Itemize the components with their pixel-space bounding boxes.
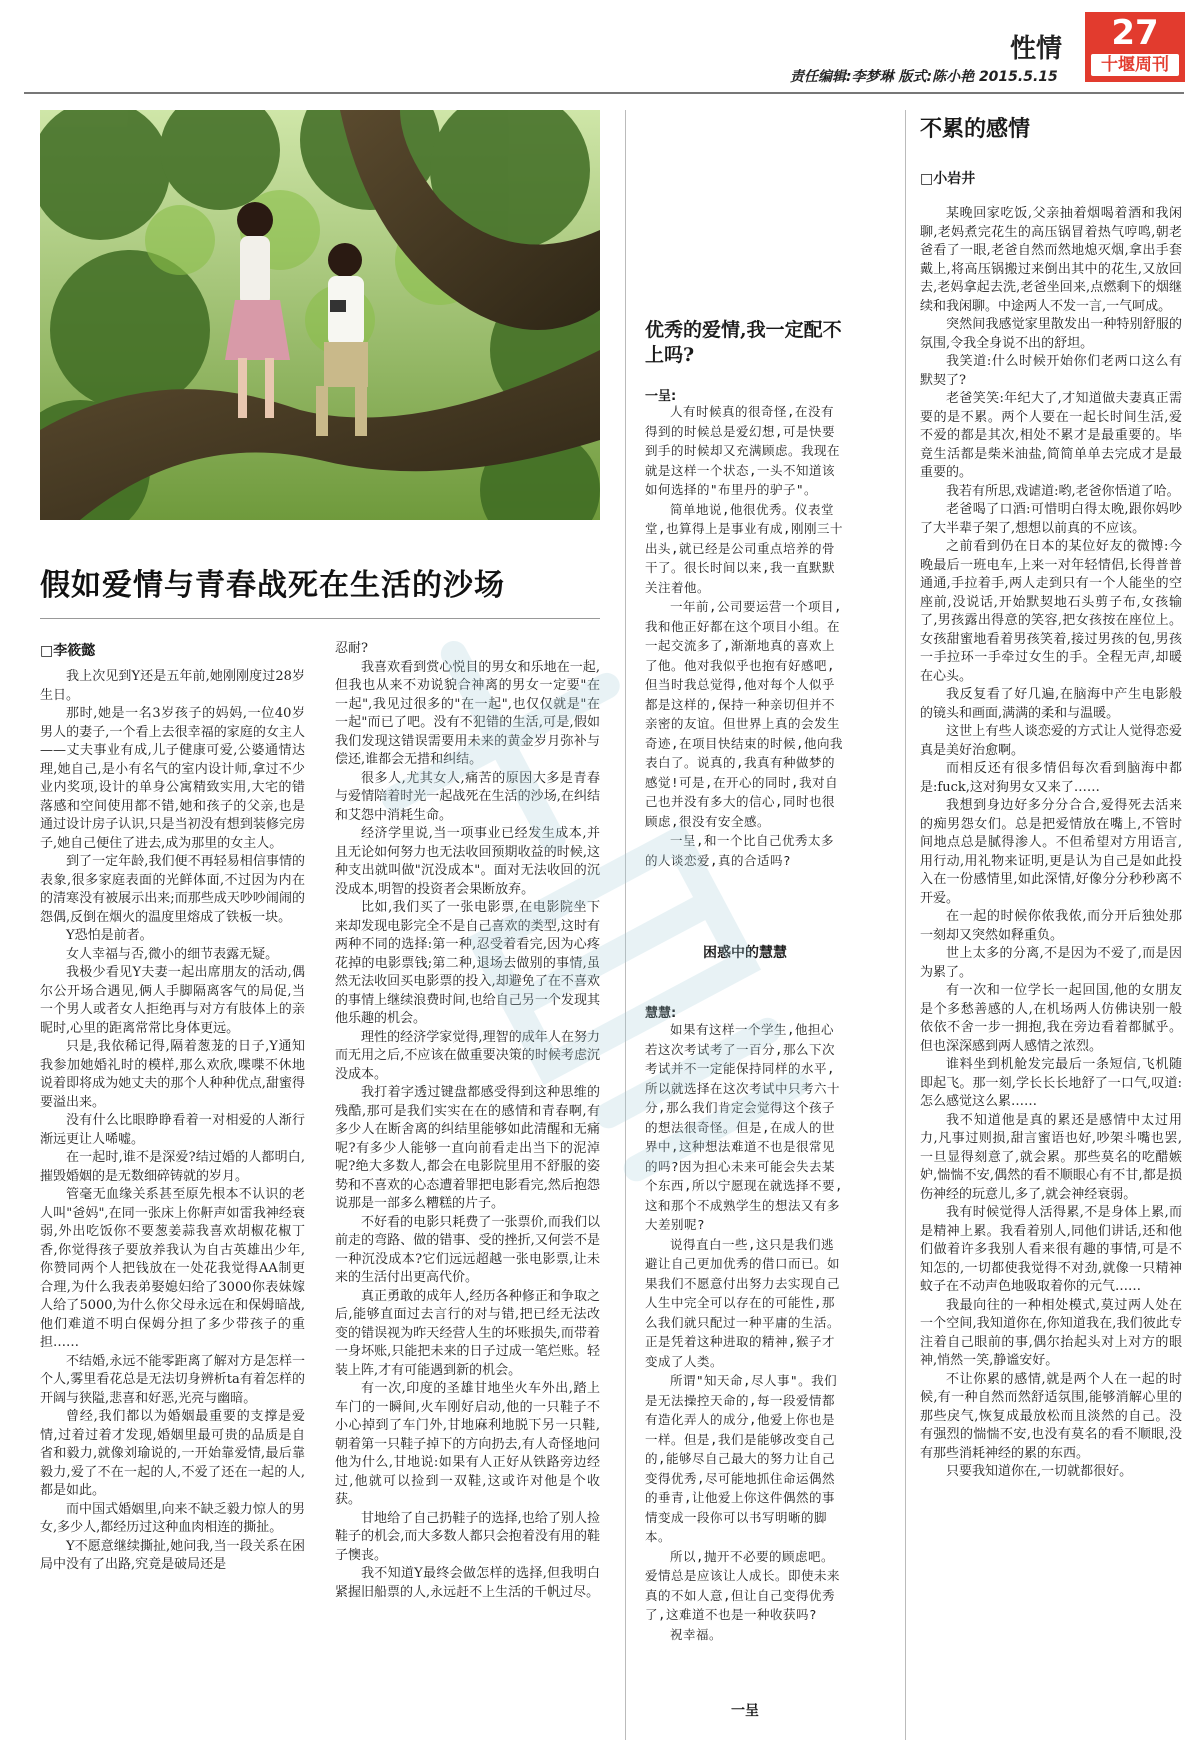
paragraph: 我反复看了好几遍,在脑海中产生电影般的镜头和画面,满满的柔和与温暖。 — [920, 687, 1182, 721]
right-article-byline: □小岩井 — [920, 171, 976, 187]
paragraph: 世上太多的分离,不是因为不爱了,而是因为累了。 — [920, 946, 1182, 980]
paragraph: 只是,我依稀记得,隔着葱茏的日子,Y通知我参加她婚礼时的模样,那么欢欣,喋喋不休地说着即将成为她丈夫的那个人种种优点,甜蜜得要溢出来。 — [40, 1039, 305, 1110]
paragraph: 只要我知道你在,一切就都很好。 — [946, 1464, 1133, 1479]
paragraph: 人有时候真的很奇怪,在没有得到的时候总是爱幻想,可是快要到手的时候却又充满顾虑。我现在就是这样一个状态,一头不知道该如何选择的"布里丹的驴子"。 — [645, 404, 841, 497]
paragraph: 我笑道:什么时候开始你们老两口这么有默契了? — [920, 354, 1182, 388]
main-article-byline: □李筱懿 — [40, 643, 96, 659]
paragraph: 管毫无血缘关系甚至原先根本不认识的老人叫"爸妈",在同一张床上你鼾声如雷我神经衰弱,外出吃饭你不要葱姜蒜我喜欢胡椒花椒丁香,你觉得孩子要放养我认为自古英雄出少年,你赞同两个人把钱放在一处花我觉得AA制更合理,为什么我表弟娶媳妇给了3000你表妹嫁人给了5000,为什么你父母永远在和保姆暗战,他们难道不明白保姆分担了多少带孩子的重担…… — [40, 1187, 305, 1350]
paragraph: 我不知道他是真的累还是感情中太过用力,凡事过则损,甜言蜜语也好,吵架斗嘴也罢,一旦显得刻意了,就会累。那些莫名的吃醋嫉妒,惴惴不安,偶然的看不顺眼心有不甘,都是损伤神经的玩意儿,多了,就会神经衰弱。 — [920, 1112, 1182, 1202]
paragraph: 理性的经济学家觉得,理智的成年人在努力而无用之后,不应该在做重要决策的时候考虑沉没成本。 — [335, 1029, 600, 1082]
paragraph: 而相反还有很多情侣每次看到脑海中都是:fuck,这对狗男女又来了…… — [920, 761, 1182, 795]
paragraph: 有一次,印度的圣雄甘地坐火车外出,踏上车门的一瞬间,火车刚好启动,他的一只鞋子不小心掉到了车门外,甘地麻利地脱下另一只鞋,朝着第一只鞋子掉下的方向扔去,有人奇怪地问他为什么,甘地说:如果有人正好从铁路旁边经过,他就可以捡到一双鞋,这或许对他是个收获。 — [335, 1381, 600, 1507]
paragraph: 经济学里说,当一项事业已经发生成本,并且无论如何努力也无法收回预期收益的时候,这种支出就叫做"沉没成本"。面对无法收回的沉没成本,明智的投资者会果断放弃。 — [335, 826, 600, 897]
paragraph: 我若有所思,戏谑道:哟,老爸你悟道了哈。 — [946, 483, 1180, 499]
main-article-column-2 — [335, 640, 600, 1738]
paragraph: 忍耐? — [335, 641, 368, 656]
page-number-badge — [1085, 12, 1185, 82]
paragraph: 不让你累的感情,就是两个人在一起的时候,有一种自然而然舒适氛围,能够消解心里的那些戾气,恢复成最放松而且淡然的自己。没有强烈的惴惴不安,也没有莫名的看不顺眼,没有那些消耗神经的累的东西。 — [920, 1371, 1182, 1461]
paragraph: 我喜欢看到赏心悦目的男女和乐地在一起,但我也从来不劝说貌合神离的男女一定要"在一起",我见过很多的"在一起",也仅仅就是"在一起"而已了吧。没有不犯错的生活,可是,假如我们发现这错误需要用未来的黄金岁月弥补与偿还,谁都会无措和纠结。 — [335, 659, 600, 767]
column-divider — [625, 110, 626, 1740]
paragraph: 我想到身边好多分分合合,爱得死去活来的痴男怨女们。总是把爱情放在嘴上,不管时间地点总是腻得渗人。不但希望对方用语言,用行动,用礼物来证明,更是认为自己是如此投入在一份感情里,如此深情,好像分分秒秒离不开爱。 — [920, 798, 1182, 906]
paragraph: 我最向往的一种相处模式,莫过两人处在一个空间,我知道你在,你知道我在,我们彼此专注着自己眼前的事,偶尔抬起头对上对方的眼神,悄然一笑,静谧安好。 — [920, 1297, 1182, 1368]
paragraph: 到了一定年龄,我们便不再轻易相信事情的表象,很多家庭表面的光鲜体面,不过因为内在的清寒没有被展示出来;而那些成天吵吵闹闹的怨偶,反倒在烟火的温度里熔成了铁板一块。 — [40, 854, 305, 925]
paragraph: 有一次和一位学长一起回国,他的女朋友是个多愁善感的人,在机场两人仿佛诀别一般依依不舍一步一拥抱,我在旁边看着都腻乎。但也深深感到两人感情之浓烈。 — [920, 983, 1182, 1054]
page-number: 27 — [1111, 13, 1159, 53]
paragraph: 所以,抛开不必要的顾虑吧。爱情总是应该让人成长。即使未来真的不如人意,但让自己变得优秀了,这难道不也是一种收获吗? — [645, 1548, 841, 1622]
paragraph: 老爸笑笑:年纪大了,才知道做夫妻真正需要的是不累。两个人要在一起长时间生活,爱不爱的都是其次,相处不累才是最重要的。毕竟生活都是柴米油盐,简简单单去完成才是最重要的。 — [920, 391, 1182, 480]
main-article-title: 假如爱情与青春战死在生活的沙场 — [40, 568, 505, 603]
paragraph: 之前看到仍在日本的某位好友的微博:今晚最后一班电车,上来一对年轻情侣,长得普普通通,手拉着手,两人走到只有一个人能坐的空座前,没说话,开始默契地石头剪子布,女孩输了,男孩露出得意的笑容,把女孩按在座位上。女孩甜蜜地看着男孩笑着,接过男孩的包,男孩一手拉环一手牵过女生的手。全程无声,却暖在心头。 — [920, 539, 1182, 684]
paragraph: 很多人,尤其女人,痛苦的原因大多是青春与爱情陪着时光一起战死在生活的沙场,在纠结和艾怨中消耗生命。 — [335, 770, 600, 823]
title-rule — [40, 618, 600, 619]
brand-name: 十堰周刊 — [1091, 54, 1179, 76]
paragraph: 如果有这样一个学生,他担心若这次考试考了一百分,那么下次考试并不一定能保持同样的水平,所以就选择在这次考试中只考六十分,那么我们肯定会觉得这个孩子的想法很奇怪。但是,在成人的世界中,这种想法难道不也是很常见的吗?因为担心未来可能会失去某个东西,所以宁愿现在就选择不要,这和那个不成熟学生的想法又有多大差别呢? — [645, 1022, 844, 1232]
right-article-body — [920, 205, 1182, 1740]
paragraph: 我极少看见Y夫妻一起出席朋友的活动,偶尔公开场合遇见,俩人手脚隔离客气的局促,当一个男人或者女人拒绝再与对方有肢体上的亲昵时,心里的距离常常比身体更远。 — [40, 965, 305, 1036]
paragraph: 不好看的电影只耗费了一张票价,而我们以前走的弯路、做的错事、受的挫折,又何尝不是一种沉没成本?它们远远超越一张电影票,让未来的生活付出更高代价。 — [335, 1214, 600, 1285]
sidebar-reply-body — [645, 1020, 845, 1690]
paragraph: 没有什么比眼睁睁看着一对相爱的人渐行渐远更让人唏嘘。 — [40, 1113, 305, 1147]
sidebar-question-title: 优秀的爱情,我一定配不上吗? — [645, 319, 842, 366]
paragraph: 所谓"知天命,尽人事"。我们是无法操控天命的,每一段爱情都有造化弄人的成分,他爱上你也是一样。但是,我们是能够改变自己的,能够尽自己最大的努力让自己变得优秀,尽可能地抓住命运偶然的垂青,让他爱上你这件偶然的事情变成一段你可以书写明晰的脚本。 — [645, 1373, 838, 1544]
editor-credits: 责任编辑:李梦琳 版式:陈小艳 2015.5.15 — [790, 69, 1058, 85]
paragraph: 祝幸福。 — [670, 1626, 723, 1642]
main-article-column-1 — [40, 668, 305, 1738]
sidebar-reply-signature: 一呈 — [731, 1703, 759, 1719]
paragraph: 谁料坐到机舱发完最后一条短信,飞机随即起飞。那一刻,学长长长地舒了一口气,叹道:怎么感觉这么累…… — [920, 1057, 1182, 1109]
paragraph: 我上次见到Y还是五年前,她刚刚度过28岁生日。 — [40, 669, 305, 703]
paragraph: 一年前,公司要运营一个项目,我和他正好都在这个项目小组。在一起交流多了,渐渐地真的喜欢上了他。他对我似乎也抱有好感吧,但当时我总觉得,他对每个人似乎都是这样的,保持一种亲切但并不亲密的友谊。但世界上真的会发生奇迹,在项目快结束的时候,他向我表白了。说真的,我真有种做梦的感觉!可是,在开心的同时,我对自己也并没有多大的信心,同时也很顾虑,很没有安全感。 — [645, 599, 844, 829]
paragraph: 真正勇敢的成年人,经历各种修正和争取之后,能够直面过去言行的对与错,把已经无法改变的错误视为昨天经营人生的坏账损失,而带着一身坏账,只能把未来的日子过成一笔烂账。轻装上阵,才有可能遇到新的机会。 — [335, 1288, 600, 1378]
paragraph: 甘地给了自己扔鞋子的选择,也给了别人捡鞋子的机会,而大多数人都只会抱着没有用的鞋子懊丧。 — [335, 1510, 600, 1563]
paragraph: 而中国式婚姻里,向来不缺乏毅力惊人的男女,多少人,都经历过这种血肉相连的撕扯。 — [40, 1501, 305, 1535]
sidebar-question-author: 一呈: — [645, 389, 677, 404]
paragraph: 女人幸福与否,微小的细节表露无疑。 — [66, 946, 279, 962]
paragraph: 我不知道Y最终会做怎样的选择,但我明白紧握旧船票的人,永远赶不上生活的千帆过尽。 — [335, 1566, 600, 1600]
paragraph: 我打着字透过键盘都感受得到这种思维的残酷,那可是我们实实在在的感情和青春啊,有多少人在断舍离的纠结里能够如此清醒和无痛呢?有多少人能够一直向前看走出当下的泥淖呢?绝大多数人,都会在电影院里用不舒服的姿势和不喜欢的心态遭着罪把电影看完,然后抱怨说那是一部多么糟糕的片子。 — [335, 1085, 600, 1211]
paragraph: 这世上有些人谈恋爱的方式让人觉得恋爱真是美好治愈啊。 — [920, 724, 1182, 758]
paragraph: 我有时候觉得人活得累,不是身体上累,而是精神上累。我看着别人,同他们讲话,还和他们做着许多我别人看来很有趣的事情,可是不知怎的,一切都使我觉得不对劲,就像一只精神蚊子在不动声色地吸取着你的元气…… — [920, 1205, 1182, 1294]
paragraph: 某晚回家吃饭,父亲抽着烟喝着酒和我闲聊,老妈煮完花生的高压锅冒着热气哼鸣,朝老爸看了一眼,老爸自然而然地熄灭烟,拿出手套戴上,将高压锅搬过来倒出其中的花生,又放回去,老妈拿起去洗,老爸坐回来,点燃剩下的烟继续和我闲聊。中途两人不发一言,一气呵成。 — [920, 206, 1182, 314]
paragraph: 简单地说,他很优秀。仪表堂堂,也算得上是事业有成,刚刚三十出头,就已经是公司重点培养的骨干了。很长时间以来,我一直默默关注着他。 — [645, 501, 844, 595]
paragraph: Y恐怕是前者。 — [66, 928, 153, 943]
couple-in-tree-photo — [40, 110, 600, 520]
paragraph: 说得直白一些,这只是我们逃避让自己更加优秀的借口而已。如果我们不愿意付出努力去实现自己人生中完全可以存在的可能性,那么我们就只配过一种平庸的生活。正是凭着这种进取的精神,猴子才变成了人类。 — [645, 1236, 841, 1369]
paragraph: 在一起的时候你侬我侬,而分开后独处那一刻却又突然如释重负。 — [920, 909, 1182, 943]
paragraph: 在一起时,谁不是深爱?结过婚的人都明白,摧毁婚姻的是无数细碎铸就的岁月。 — [40, 1150, 305, 1184]
paragraph: 比如,我们买了一张电影票,在电影院坐下来却发现电影完全不是自己喜欢的类型,这时有两种不同的选择:第一种,忍受着看完,因为心疼花掉的电影票钱;第二种,退场去做别的事情,虽然无法收回买电影票的投入,却避免了在不喜欢的事情上继续浪费时间,也给自己另一个发现其他乐趣的机会。 — [335, 900, 600, 1026]
paragraph: 曾经,我们都以为婚姻最重要的支撑是爱情,过着过着才发现,婚姻里最可贵的品质是自省和毅力,就像刘瑜说的,一开始靠爱情,最后靠毅力,爱了不在一起的人,不爱了还在一起的人,都是如此。 — [40, 1409, 305, 1498]
paragraph: Y不愿意继续撕扯,她问我,当一段关系在困局中没有了出路,究竟是破局还是 — [40, 1538, 305, 1572]
paragraph: 那时,她是一名3岁孩子的妈妈,一位40岁男人的妻子,一个看上去很幸福的家庭的女主人——丈夫事业有成,儿子健康可爱,公婆通情达理,她自己,是小有名气的室内设计师,拿过不少业内奖项,设计的单身公寓精致实用,大宅的错落感和空间使用都不错,她和孩子的父亲,也是通过设计房子认识,只是当初没有想到装修完房子,她自己便住了进去,成为那里的女主人。 — [40, 706, 305, 851]
sidebar-reply-heading: 困惑中的慧慧 — [703, 945, 787, 961]
section-title: 性情 — [1010, 34, 1063, 64]
sidebar-reply-author: 慧慧: — [645, 1006, 677, 1021]
sidebar-question-body — [645, 402, 845, 927]
paragraph: 突然间我感觉家里散发出一种特别舒服的氛围,令我全身说不出的舒坦。 — [920, 317, 1182, 351]
paragraph: 一呈,和一个比自己优秀太多的人谈恋爱,真的合适吗? — [645, 833, 835, 868]
paragraph: 老爸喝了口酒:可惜明白得太晚,跟你妈吵了大半辈子架了,想想以前真的不应该。 — [920, 502, 1182, 536]
column-divider — [905, 110, 906, 1740]
right-article-title: 不累的感情 — [920, 116, 1031, 142]
top-rule — [24, 92, 1184, 94]
paragraph: 不结婚,永远不能零距离了解对方是怎样一个人,雾里看花总是无法切身辨析ta有着怎样的开阔与狭隘,悲喜和好恶,光亮与幽暗。 — [40, 1353, 305, 1406]
